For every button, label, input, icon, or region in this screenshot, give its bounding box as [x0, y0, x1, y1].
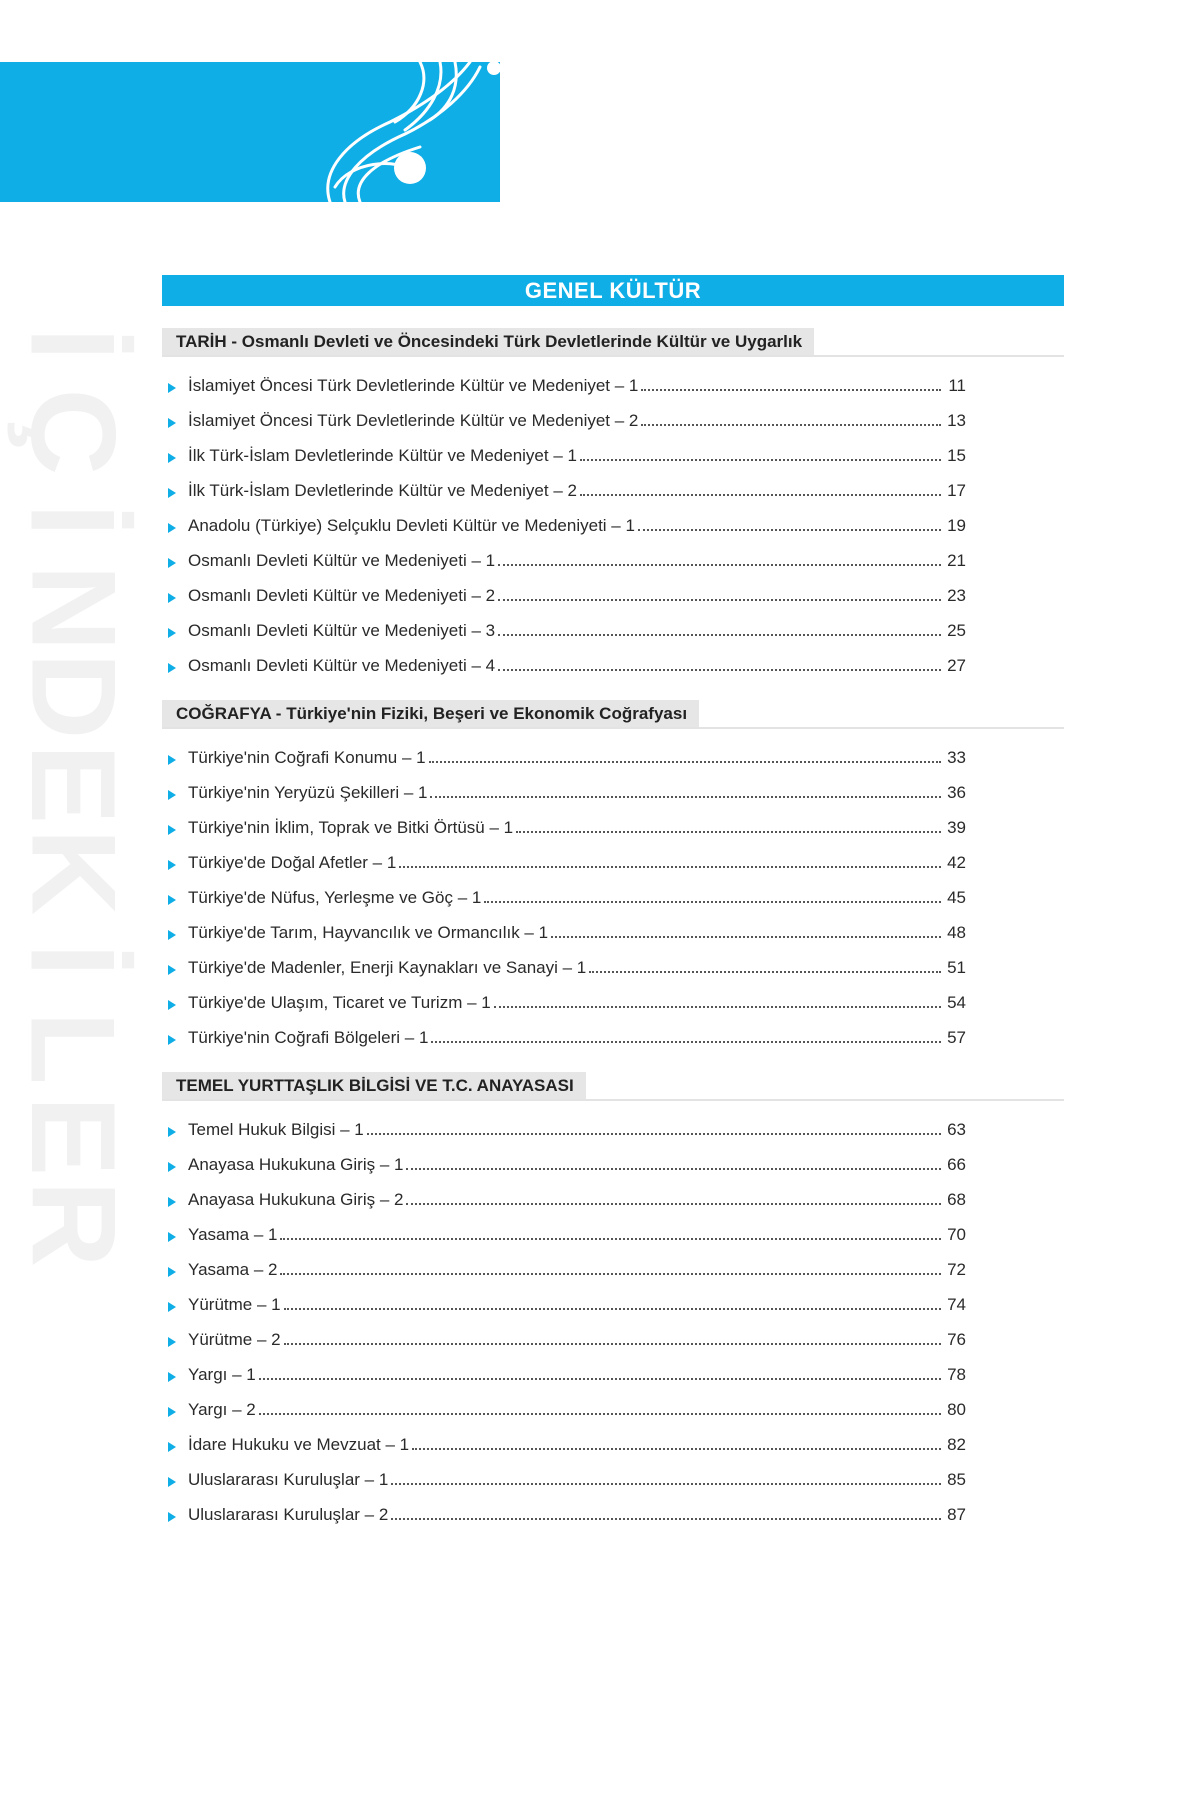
toc-entry-title: Türkiye'de Doğal Afetler – 1 — [188, 853, 397, 872]
triangle-bullet-icon — [168, 1512, 176, 1522]
toc-entry-title: İlk Türk-İslam Devletlerinde Kültür ve Medeniyet – 2 — [188, 481, 577, 500]
toc-entry-title: Türkiye'nin Coğrafi Bölgeleri – 1 — [188, 1028, 429, 1047]
toc-entry-title: Yürütme – 1 — [188, 1295, 281, 1314]
dot-leader — [430, 796, 941, 798]
dot-leader — [429, 761, 941, 763]
dot-leader — [498, 564, 941, 566]
dot-leader — [280, 1273, 941, 1275]
triangle-bullet-icon — [168, 383, 176, 393]
dot-leader — [284, 1343, 941, 1345]
triangle-bullet-icon — [168, 1232, 176, 1242]
toc-entry[interactable] — [162, 980, 966, 1015]
toc-entry-page: 87 — [947, 1505, 966, 1524]
toc-entry-page: 51 — [947, 958, 966, 977]
toc-list — [162, 1107, 966, 1527]
section-heading-bar — [162, 328, 1064, 357]
side-title-letter: E — [5, 1095, 140, 1177]
toc-section — [162, 700, 1064, 1050]
toc-entry-page: 63 — [947, 1120, 966, 1139]
section-heading: TARİH - Osmanlı Devleti ve Öncesindeki Türk Devletlerinde Kültür ve Uygarlık — [162, 328, 814, 355]
dot-leader — [498, 634, 941, 636]
toc-entry-title: İlk Türk-İslam Devletlerinde Kültür ve Medeniyet – 1 — [188, 446, 577, 465]
toc-entry[interactable] — [162, 1492, 966, 1527]
toc-entry[interactable] — [162, 1352, 966, 1387]
table-of-contents — [162, 275, 1064, 1527]
triangle-bullet-icon — [168, 488, 176, 498]
dot-leader — [498, 669, 941, 671]
dot-leader — [399, 866, 941, 868]
dot-leader — [498, 599, 941, 601]
triangle-bullet-icon — [168, 593, 176, 603]
toc-entry[interactable] — [162, 840, 966, 875]
toc-entry[interactable] — [162, 503, 966, 538]
toc-entry-page: 45 — [947, 888, 966, 907]
toc-entry[interactable] — [162, 735, 966, 770]
toc-entry-title: Uluslararası Kuruluşlar – 1 — [188, 1470, 389, 1489]
toc-entry[interactable] — [162, 608, 966, 643]
triangle-bullet-icon — [168, 965, 176, 975]
toc-entry[interactable] — [162, 805, 966, 840]
toc-entry-page: 85 — [947, 1470, 966, 1489]
toc-entry-title: İslamiyet Öncesi Türk Devletlerinde Kültür ve Medeniyet – 1 — [188, 376, 639, 395]
toc-entry-title: Türkiye'nin İklim, Toprak ve Bitki Örtüsü – 1 — [188, 818, 514, 837]
triangle-bullet-icon — [168, 1372, 176, 1382]
toc-entry[interactable] — [162, 770, 966, 805]
toc-entry-title: Türkiye'nin Yeryüzü Şekilleri – 1 — [188, 783, 428, 802]
triangle-bullet-icon — [168, 663, 176, 673]
side-title-letter: D — [5, 652, 140, 740]
toc-entry[interactable] — [162, 910, 966, 945]
swirl-ornament-icon — [0, 62, 500, 202]
triangle-bullet-icon — [168, 1407, 176, 1417]
toc-entry[interactable] — [162, 945, 966, 980]
toc-entry[interactable] — [162, 1212, 966, 1247]
triangle-bullet-icon — [168, 755, 176, 765]
toc-entry-title: Yargı – 1 — [188, 1365, 256, 1384]
toc-entry-title: Anayasa Hukukuna Giriş – 2 — [188, 1190, 404, 1209]
triangle-bullet-icon — [168, 1477, 176, 1487]
section-heading: TEMEL YURTTAŞLIK BİLGİSİ VE T.C. ANAYASASI — [162, 1072, 586, 1099]
dot-leader — [391, 1483, 941, 1485]
toc-entry-title: Anadolu (Türkiye) Selçuklu Devleti Kültür ve Medeniyeti – 1 — [188, 516, 635, 535]
toc-entry-page: 68 — [947, 1190, 966, 1209]
triangle-bullet-icon — [168, 1337, 176, 1347]
toc-entry-title: Yürütme – 2 — [188, 1330, 281, 1349]
dot-leader — [516, 831, 941, 833]
toc-entry[interactable] — [162, 1422, 966, 1457]
side-title — [5, 300, 140, 1268]
toc-entry-title: Osmanlı Devleti Kültür ve Medeniyeti – 1 — [188, 551, 496, 570]
toc-entry-page: 57 — [947, 1028, 966, 1047]
toc-entry-title: Anayasa Hukukuna Giriş – 1 — [188, 1155, 404, 1174]
toc-entry-page: 36 — [947, 783, 966, 802]
toc-entry-title: Temel Hukuk Bilgisi – 1 — [188, 1120, 364, 1139]
toc-entry[interactable] — [162, 468, 966, 503]
dot-leader — [280, 1238, 941, 1240]
toc-entry[interactable] — [162, 1107, 966, 1142]
toc-entry[interactable] — [162, 538, 966, 573]
main-banner: GENEL KÜLTÜR — [162, 275, 1064, 306]
toc-entry-page: 15 — [947, 446, 966, 465]
triangle-bullet-icon — [168, 790, 176, 800]
dot-leader — [589, 971, 941, 973]
triangle-bullet-icon — [168, 1127, 176, 1137]
dot-leader — [412, 1448, 941, 1450]
toc-entry-page: 82 — [947, 1435, 966, 1454]
toc-entry-page: 25 — [947, 621, 966, 640]
dot-leader — [406, 1203, 941, 1205]
triangle-bullet-icon — [168, 1302, 176, 1312]
toc-entry[interactable] — [162, 573, 966, 608]
toc-entry-page: 54 — [947, 993, 966, 1012]
dot-leader — [284, 1308, 941, 1310]
toc-entry-page: 72 — [947, 1260, 966, 1279]
dot-leader — [391, 1518, 941, 1520]
dot-leader — [641, 424, 941, 426]
toc-entry-title: İslamiyet Öncesi Türk Devletlerinde Kültür ve Medeniyet – 2 — [188, 411, 639, 430]
toc-entry-page: 74 — [947, 1295, 966, 1314]
toc-entry-title: Türkiye'de Nüfus, Yerleşme ve Göç – 1 — [188, 888, 482, 907]
toc-entry[interactable] — [162, 1177, 966, 1212]
triangle-bullet-icon — [168, 558, 176, 568]
toc-list — [162, 735, 966, 1050]
toc-entry-page: 11 — [948, 376, 966, 395]
toc-entry-title: Türkiye'de Madenler, Enerji Kaynakları ve Sanayi – 1 — [188, 958, 587, 977]
dot-leader — [641, 389, 941, 391]
toc-entry[interactable] — [162, 363, 966, 398]
triangle-bullet-icon — [168, 453, 176, 463]
toc-entry-page: 17 — [947, 481, 966, 500]
toc-entry-title: Yargı – 2 — [188, 1400, 256, 1419]
section-heading-bar — [162, 1072, 1064, 1101]
toc-entry-page: 39 — [947, 818, 966, 837]
toc-entry-title: Türkiye'nin Coğrafi Konumu – 1 — [188, 748, 426, 767]
dot-leader — [431, 1041, 941, 1043]
toc-entry-page: 76 — [947, 1330, 966, 1349]
side-title-letter: Ç — [5, 388, 140, 476]
toc-entry-page: 80 — [947, 1400, 966, 1419]
dot-leader — [367, 1133, 941, 1135]
toc-entry[interactable] — [162, 1247, 966, 1282]
dot-leader — [551, 936, 941, 938]
triangle-bullet-icon — [168, 1162, 176, 1172]
side-title-letter: İ — [6, 327, 140, 361]
toc-entry[interactable] — [162, 1317, 966, 1352]
toc-entry-page: 48 — [947, 923, 966, 942]
toc-entry[interactable] — [162, 1142, 966, 1177]
toc-entry-title: Uluslararası Kuruluşlar – 2 — [188, 1505, 389, 1524]
toc-entry-title: Osmanlı Devleti Kültür ve Medeniyeti – 3 — [188, 621, 496, 640]
toc-entry-title: İdare Hukuku ve Mevzuat – 1 — [188, 1435, 410, 1454]
triangle-bullet-icon — [168, 523, 176, 533]
toc-sections — [162, 328, 1064, 1527]
side-title-letter: R — [5, 1180, 140, 1268]
toc-section — [162, 1072, 1064, 1527]
toc-entry[interactable] — [162, 875, 966, 910]
toc-entry-page: 78 — [947, 1365, 966, 1384]
toc-section — [162, 328, 1064, 678]
triangle-bullet-icon — [168, 1267, 176, 1277]
toc-entry-title: Yasama – 1 — [188, 1225, 278, 1244]
triangle-bullet-icon — [168, 930, 176, 940]
toc-entry-title: Osmanlı Devleti Kültür ve Medeniyeti – 2 — [188, 586, 496, 605]
toc-entry-title: Türkiye'de Tarım, Hayvancılık ve Ormancılık – 1 — [188, 923, 549, 942]
toc-entry-page: 23 — [947, 586, 966, 605]
triangle-bullet-icon — [168, 860, 176, 870]
toc-entry[interactable] — [162, 398, 966, 433]
side-title-letter: K — [5, 828, 140, 916]
toc-entry-page: 70 — [947, 1225, 966, 1244]
toc-entry[interactable] — [162, 1457, 966, 1492]
toc-entry-page: 19 — [947, 516, 966, 535]
toc-entry[interactable] — [162, 1282, 966, 1317]
section-heading: COĞRAFYA - Türkiye'nin Fiziki, Beşeri ve Ekonomik Coğrafyası — [162, 700, 699, 727]
decorative-header-band — [0, 62, 500, 202]
triangle-bullet-icon — [168, 1035, 176, 1045]
section-heading-bar — [162, 700, 1064, 729]
toc-entry-title: Yasama – 2 — [188, 1260, 278, 1279]
toc-entry-page: 66 — [947, 1155, 966, 1174]
dot-leader — [580, 494, 941, 496]
toc-entry-page: 33 — [947, 748, 966, 767]
side-title-letter: N — [5, 564, 140, 652]
dot-leader — [406, 1168, 941, 1170]
toc-entry[interactable] — [162, 643, 966, 678]
toc-entry-page: 21 — [947, 551, 966, 570]
toc-entry-page: 42 — [947, 853, 966, 872]
side-title-letter: İ — [6, 503, 140, 537]
dot-leader — [494, 1006, 941, 1008]
side-title-letter: L — [6, 1011, 140, 1085]
toc-entry[interactable] — [162, 1387, 966, 1422]
toc-entry[interactable] — [162, 433, 966, 468]
side-title-letter: E — [5, 743, 140, 825]
toc-entry-title: Türkiye'de Ulaşım, Ticaret ve Turizm – 1 — [188, 993, 491, 1012]
toc-entry[interactable] — [162, 1015, 966, 1050]
dot-leader — [638, 529, 941, 531]
triangle-bullet-icon — [168, 1000, 176, 1010]
toc-entry-title: Osmanlı Devleti Kültür ve Medeniyeti – 4 — [188, 656, 496, 675]
toc-list — [162, 363, 966, 678]
dot-leader — [259, 1413, 941, 1415]
triangle-bullet-icon — [168, 1442, 176, 1452]
triangle-bullet-icon — [168, 418, 176, 428]
dot-leader — [580, 459, 941, 461]
triangle-bullet-icon — [168, 1197, 176, 1207]
triangle-bullet-icon — [168, 628, 176, 638]
triangle-bullet-icon — [168, 825, 176, 835]
toc-entry-page: 27 — [947, 656, 966, 675]
side-title-letter: İ — [6, 943, 140, 977]
triangle-bullet-icon — [168, 895, 176, 905]
dot-leader — [484, 901, 941, 903]
dot-leader — [259, 1378, 941, 1380]
toc-entry-page: 13 — [947, 411, 966, 430]
